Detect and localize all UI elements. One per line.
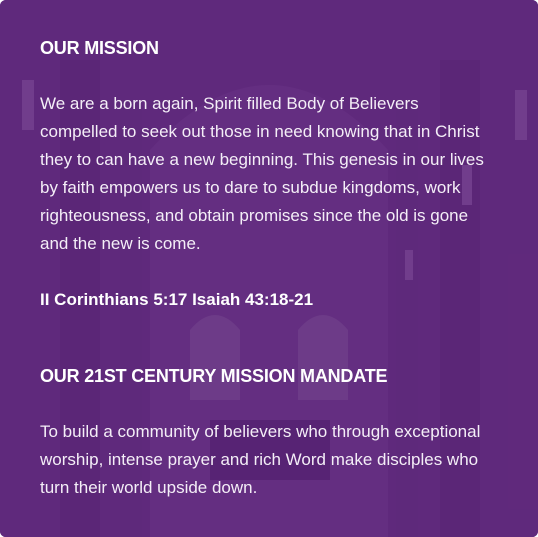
mission-heading: OUR MISSION [40,38,159,58]
mission-text: We are a born again, Spirit filled Body of Believers compelled to seek out those in need knowing that in Christ they to can have a new beginning. This genesis in our lives by faith empowers us to dare to subdue kingdoms, work righteousness, and obtain promises since the old is gone and the new is come. [40,94,484,253]
mandate-text: To build a community of believers who through exceptional worship, intense prayer and rich Word make disciples who turn their world upside down. [40,422,481,497]
scripture-reference: II Corinthians 5:17 Isaiah 43:18-21 [40,290,314,309]
mandate-heading: OUR 21ST CENTURY MISSION MANDATE [40,366,388,386]
